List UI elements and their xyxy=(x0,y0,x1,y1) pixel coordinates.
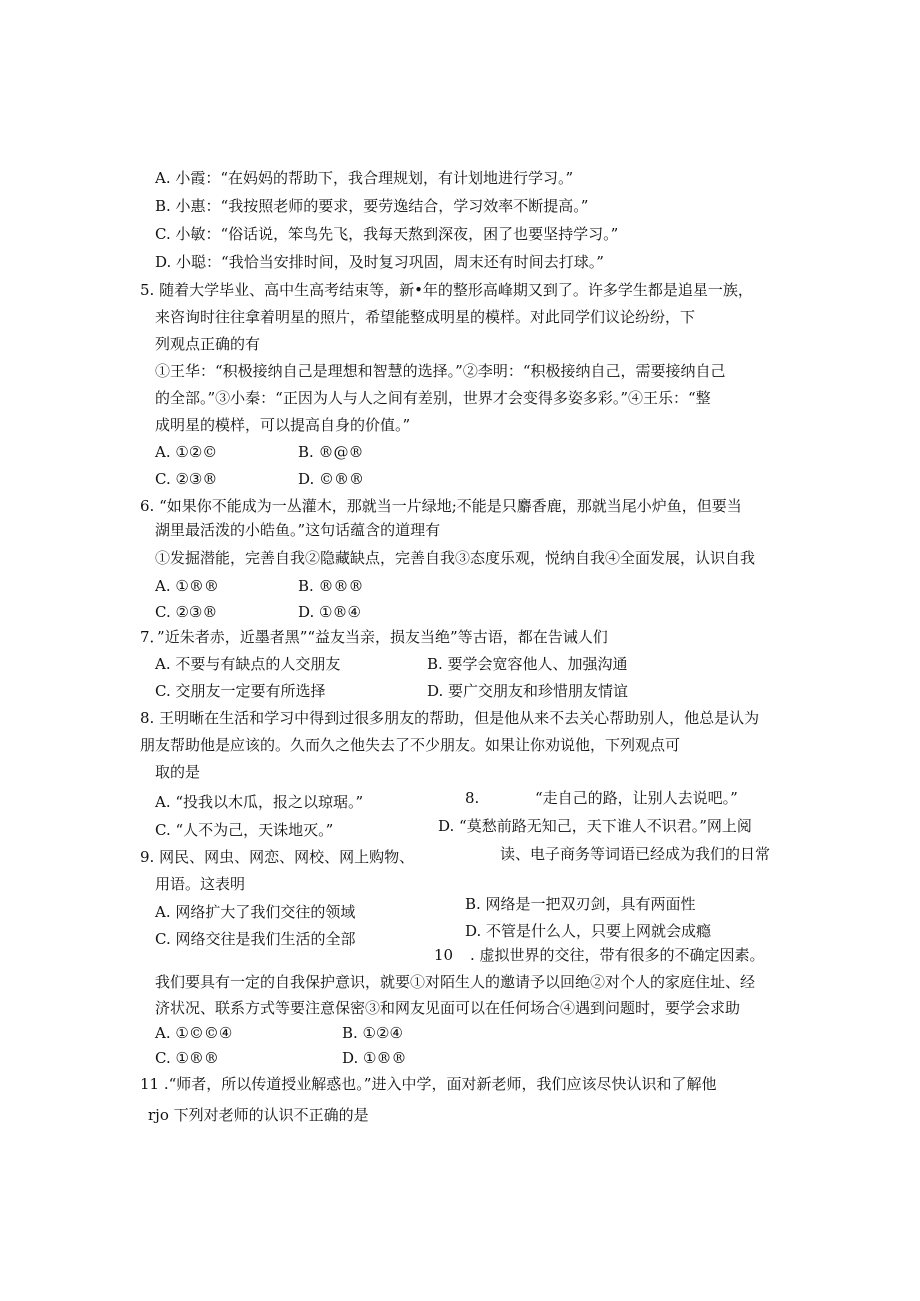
q8-option-b-number: 8. xyxy=(465,789,480,807)
q10-number: 10 xyxy=(434,946,454,964)
q7-option-b: B. 要学会宽容他人、加强沟通 xyxy=(427,655,628,673)
q6-option-b: B. ®®® xyxy=(298,577,364,595)
q5-option-b: B. ®@® xyxy=(298,443,364,461)
q5-body-line2: 的全部。”③小秦：“正因为人与人之间有差别，世界才会变得多姿多彩。”④王乐：“整 xyxy=(155,389,711,407)
q5-option-a: A. ①②© xyxy=(155,443,218,461)
q7-option-d: D. 要广交朋友和珍惜朋友情谊 xyxy=(427,682,629,700)
q9-option-c: C. 网络交往是我们生活的全部 xyxy=(155,930,356,948)
q5-option-d: D. ©®® xyxy=(298,470,365,488)
q6-option-a: A. ①®® xyxy=(155,577,219,595)
q5-body-line1: ①王华：“积极接纳自己是理想和智慧的选择。”②李明：“积极接纳自己，需要接纳自己 xyxy=(155,362,726,380)
q9-option-d: D. 不管是什么人，只要上网就会成瘾 xyxy=(465,922,712,940)
q5-stem-line2: 来咨询时往往拿着明星的照片，希望能整成明星的模样。对此同学们议论纷纷，下 xyxy=(155,308,696,326)
q10-option-b: B. ①②④ xyxy=(342,1024,403,1042)
q6-option-d: D. ①®④ xyxy=(298,603,361,621)
q7-option-c: C. 交朋友一定要有所选择 xyxy=(155,682,326,700)
q8-option-b: “走自己的路，让别人去说吧。” xyxy=(535,789,738,807)
q9-option-a: A. 网络扩大了我们交往的领域 xyxy=(155,903,356,921)
q6-body-line1: ①发掘潜能，完善自我②隐藏缺点，完善自我③态度乐观，悦纳自我④全面发展，认识自我 xyxy=(155,549,756,567)
q5-option-c: C. ②③® xyxy=(155,470,218,488)
q9-stem-line1: 9. 网民、网虫、网恋、网校、网上购物、 xyxy=(140,848,415,866)
q8-stem-line1: 8. 王明晰在生活和学习中得到过很多朋友的帮助，但是他从来不去关心帮助别人，他总是认为 xyxy=(140,709,760,727)
q4-option-a: A. 小霞：“在妈妈的帮助下，我合理规划，有计划地进行学习。” xyxy=(155,169,574,187)
q10-option-a: A. ①©©④ xyxy=(155,1024,233,1042)
q9-option-b: B. 网络是一把双刃剑，具有两面性 xyxy=(465,895,696,913)
q9-stem-line1-right: 读、电子商务等词语已经成为我们的日常 xyxy=(500,845,771,863)
q5-body-line3: 成明星的模样，可以提高自身的价值。” xyxy=(155,416,411,434)
q8-option-c: C. “人不为己，天诛地灭。” xyxy=(155,821,334,839)
q5-stem-line1: 5. 随着大学毕业、高中生高考结束等，新•年的整形高峰期又到了。许多学生都是追星一族， xyxy=(140,281,753,299)
q11-stem-line2: rjo 下列对老师的认识不正确的是 xyxy=(148,1106,369,1124)
q4-option-b: B. 小惠：“我按照老师的要求，要劳逸结合，学习效率不断提高。” xyxy=(155,197,589,215)
q4-option-c: C. 小敏：“俗话说，笨鸟先飞，我每天熬到深夜，困了也要坚持学习。” xyxy=(155,225,619,243)
q10-option-d: D. ①®® xyxy=(342,1049,407,1067)
q5-stem-line3: 列观点正确的有 xyxy=(155,335,261,353)
q8-option-d: D. “莫愁前路无知己，天下谁人不识君。”网上阅 xyxy=(438,817,752,835)
q10-option-c: C. ①®® xyxy=(155,1049,219,1067)
q8-stem-line2: 朋友帮助他是应该的。久而久之他失去了不少朋友。如果让你劝说他，下列观点可 xyxy=(140,736,681,754)
q6-stem-line2: 湖里最活泼的小皓鱼。”这句话蕴含的道理有 xyxy=(155,521,441,539)
q8-stem-line3: 取的是 xyxy=(155,763,201,781)
q11-stem-line1: 11 .“师者，所以传道授业解惑也。”进入中学，面对新老师，我们应该尽快认识和了解他 xyxy=(140,1075,717,1093)
q10-stem-line1: . 虚拟世界的交往，带有很多的不确定因素。 xyxy=(470,946,765,964)
q4-option-d: D. 小聪：“我恰当安排时间，及时复习巩固，周末还有时间去打球。” xyxy=(155,253,604,271)
q7-option-a: A. 不要与有缺点的人交朋友 xyxy=(155,655,341,673)
q6-stem-line1: 6. “如果你不能成为一丛灌木，那就当一片绿地;不能是只麝香鹿，那就当尾小炉鱼，但要当 xyxy=(140,497,742,515)
q10-stem-line2: 我们要具有一定的自我保护意识，就要①对陌生人的邀请予以回绝②对个人的家庭住址、经 xyxy=(155,973,756,991)
q7-stem-line1: 7．”近朱者赤，近墨者黑”“益友当亲，损友当绝”等古语，都在告诫人们 xyxy=(140,628,608,646)
q9-stem-line2: 用语。这表明 xyxy=(155,875,246,893)
q6-option-c: C. ②③® xyxy=(155,603,218,621)
q10-stem-line3: 济状况、联系方式等要注意保密③和网友见面可以在任何场合④遇到问题时，要学会求助 xyxy=(155,999,741,1017)
q8-option-a: A. “投我以木瓜，报之以琼琚。” xyxy=(155,793,364,811)
